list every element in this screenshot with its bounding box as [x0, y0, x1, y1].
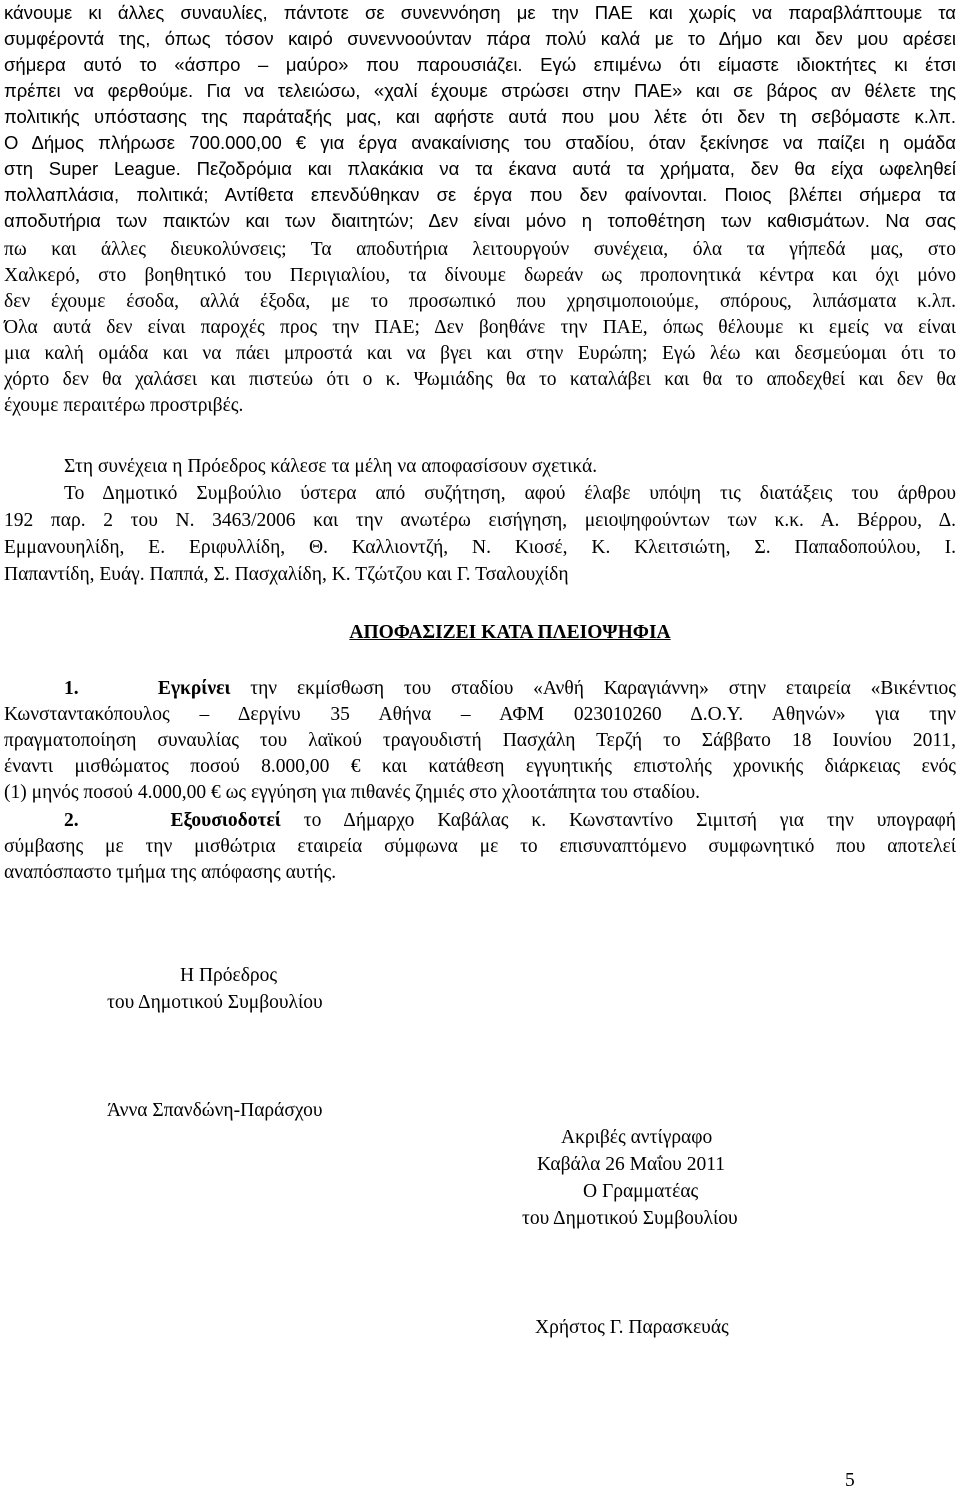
text-line: στη Super League. Πεζοδρόμια και πλακάκια να τα έκανα αυτά τα χρήματα, δεν θα είχα ωφεληθεί: [4, 158, 956, 179]
item-text: το Δήμαρχο Καβάλας κ. Κωνσταντίνο Σιμιτσή για την υπογραφή: [280, 810, 957, 831]
text-line: Παπαντίδη, Ευάγ. Παππά, Σ. Πασχαλίδη, Κ. Τζώτζου και Γ. Τσαλουχίδη: [4, 564, 569, 585]
text-line: έναντι μισθώματος ποσού 8.000,00 € και κατάθεση εγγυητικής επιστολής χρονικής διάρκειας ενός: [4, 756, 956, 777]
text-line: σήμερα αυτό το «άσπρο – μαύρο» που παρουσιάζει. Εγώ επιμένω ότι είμαστε ιδιοκτήτες κι έτσι: [4, 54, 956, 75]
text-line: έχουμε περαιτέρω προστριβές.: [4, 395, 244, 416]
president-title: Η Πρόεδρος: [180, 965, 278, 986]
text-line: συμφέροντά της, όπως τόσον καιρό συνεννοούνταν πάρα πολύ καλά με το Δήμο και δεν μου αρέσει: [4, 28, 956, 49]
place-date: Καβάλα 26 Μαΐου 2011: [537, 1154, 725, 1175]
text-line: δεν έχουμε έσοδα, αλλά έξοδα, με το προσωπικό που χρησιμοποιούμε, σπόρους, λιπάσματα κ.λπ.: [4, 291, 956, 312]
item-first-line: [64, 808, 956, 834]
text-line: Το Δημοτικό Συμβούλιο ύστερα από συζήτηση, αφού έλαβε υπόψη τις διατάξεις του άρθρου: [64, 483, 956, 504]
page-number: 5: [845, 1470, 855, 1491]
text-line: πολλαπλάσια, πολιτικά; Αντίθετα επενδύθηκαν σε έργα που δεν φαίνονται. Ποιος βλέπει σήμερα τα: [4, 184, 956, 205]
text-line: κάνουμε κι άλλες συναυλίες, πάντοτε σε συνεννόηση με την ΠΑΕ και χωρίς να παραβλάπτουμε τα: [4, 2, 956, 23]
president-council: του Δημοτικού Συμβουλίου: [107, 992, 323, 1013]
text-line: μια καλή ομάδα και να πάει μπροστά και να βγει και στην Ευρώπη; Εγώ λέω και δεσμεύομαι ότι το: [4, 343, 956, 364]
text-line: 192 παρ. 2 του Ν. 3463/2006 και την ανωτέρω εισήγηση, μειοψηφούντων των κ.κ. Α. Βέρρου, Δ.: [4, 510, 956, 531]
item-keyword: Εξουσιοδοτεί: [170, 810, 281, 831]
text-line: Εμμανουηλίδη, Ε. Εριφυλλίδη, Θ. Καλλιοντζή, Ν. Κιοσέ, Κ. Κλειτσιώτη, Σ. Παπαδοπούλου, Ι.: [4, 537, 956, 558]
text-line: Όλα αυτά δεν είναι παροχές προς την ΠΑΕ; Δεν βοηθάνε την ΠΑΕ, όπως θέλουμε κι εμείς να είναι: [4, 317, 956, 338]
text-line: πρέπει να φερθούμε. Για να τελειώσω, «χαλί έχουμε στρώσει στην ΠΑΕ» και σε βάρος αν θέλετε της: [4, 80, 956, 101]
text-line: Ο Δήμος πλήρωσε 700.000,00 € για έργα ανακαίνισης του σταδίου, όταν ξεκίνησε να παίζει η ομάδα: [4, 132, 956, 153]
item-number: 2.: [64, 810, 79, 831]
decision-heading: ΑΠΟΦΑΣΙΖΕΙ ΚΑΤΑ ΠΛΕΙΟΨΗΦΙΑ: [349, 622, 671, 643]
president-name: Άννα Σπανδώνη-Παράσχου: [107, 1100, 323, 1121]
text-line: Κωνσταντακόπουλος – Δεργίνυ 35 Αθήνα – ΑΦΜ 023010260 Δ.Ο.Υ. Αθηνών» για την: [4, 704, 956, 725]
text-line: χόρτο δεν θα χαλάσει και πιστεύω ότι ο κ. Ψωμιάδης θα το καταλάβει και θα το αποδεχθεί και δεν θα: [4, 369, 956, 390]
text-line: πολιτικής υπόστασης της παράταξής μας, και αφήστε αυτά που μου λέτε ότι δεν τη σεβόμαστε κ.λπ.: [4, 106, 956, 127]
text-line: πραγματοποίηση συναυλίας του λαϊκού τραγουδιστή Πασχάλη Τερζή το Σάββατο 18 Ιουνίου 2011,: [4, 730, 956, 751]
vote-intro: Στη συνέχεια η Πρόεδρος κάλεσε τα μέλη να αποφασίσουν σχετικά.: [64, 456, 598, 477]
text-line: πω και άλλες διευκολύνσεις; Τα αποδυτήρια λειτουργούν συνέχεια, όλα τα γήπεδά μας, στο: [4, 239, 956, 260]
certified-copy-label: Ακριβές αντίγραφο: [561, 1127, 713, 1148]
item-first-line: [64, 676, 956, 702]
item-number: 1.: [64, 678, 79, 699]
text-line: Χαλκερό, στο βοηθητικό του Περιγιαλίου, τα δίνουμε δωρεάν ως προπονητικά κέντρα και όχι μόνο: [4, 265, 956, 286]
secretary-council: του Δημοτικού Συμβουλίου: [522, 1208, 738, 1229]
item-text: την εκμίσθωση του σταδίου «Ανθή Καραγιάννη» στην εταιρεία «Βικέντιος: [230, 678, 957, 699]
secretary-name: Χρήστος Γ. Παρασκευάς: [535, 1317, 729, 1338]
secretary-title: Ο Γραμματέας: [583, 1181, 699, 1202]
text-line: σύμβασης με την μισθώτρια εταιρεία σύμφωνα με το επισυναπτόμενο συμφωνητικό που αποτελεί: [4, 836, 956, 857]
text-line: (1) μηνός ποσού 4.000,00 € ως εγγύηση για πιθανές ζημιές στο χλοοτάπητα του σταδίου.: [4, 782, 701, 803]
item-keyword: Εγκρίνει: [157, 678, 231, 699]
text-line: αναπόσπαστο τμήμα της απόφασης αυτής.: [4, 862, 337, 883]
text-line: αποδυτήρια των παικτών και των διαιτητών; Δεν είναι μόνο η τοποθέτηση των καθισμάτων. Να σας: [4, 210, 956, 231]
